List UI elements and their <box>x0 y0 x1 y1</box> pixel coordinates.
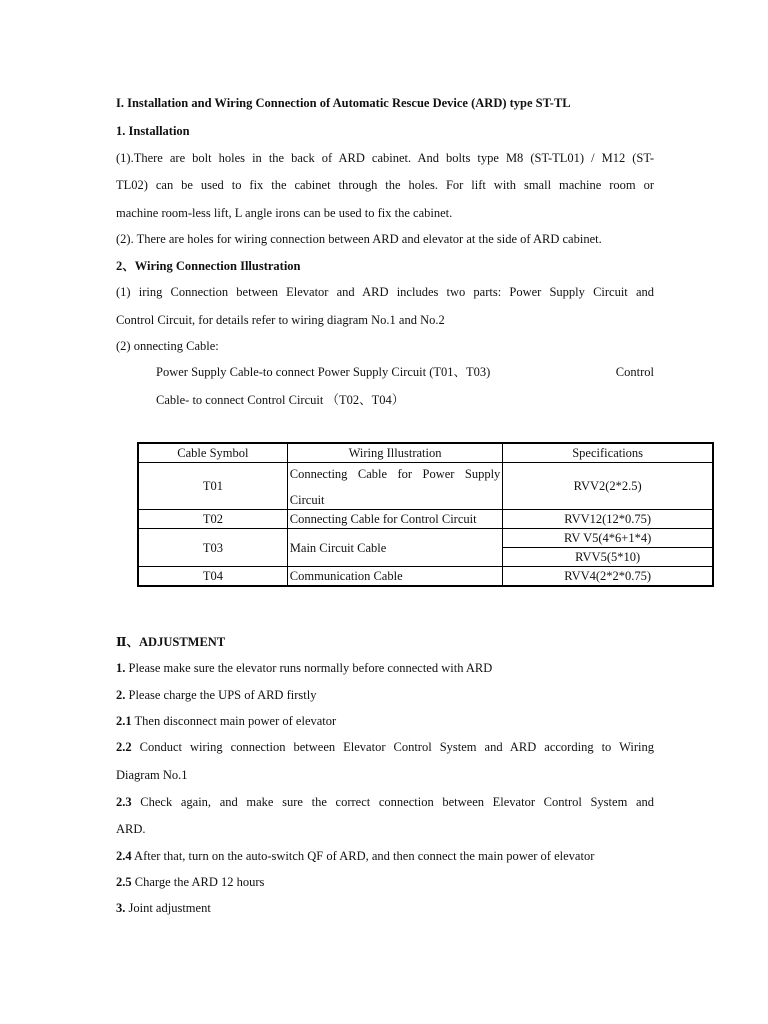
header-specifications: Specifications <box>503 443 713 463</box>
cable-table <box>137 442 714 587</box>
adjustment-step <box>116 660 654 676</box>
table-row <box>138 463 713 510</box>
adjustment-step <box>116 794 654 810</box>
cell-illustration <box>287 463 503 510</box>
paragraph-line: Cable- to connect Control Circuit （T02、T04） <box>156 393 405 407</box>
step-text: Then disconnect main power of elevator <box>131 714 337 728</box>
cell-spec: RV V5(4*6+1*4) <box>503 529 713 548</box>
step-text: Charge the ARD 12 hours <box>131 875 265 889</box>
step-text: Check again, and make sure the correct connection between Elevator Control System and <box>131 795 654 809</box>
cell-spec: RVV4(2*2*0.75) <box>503 567 713 587</box>
paragraph-line: (2). There are holes for wiring connection between ARD and elevator at the side of ARD cabinet. <box>116 232 602 246</box>
cell-symbol: T01 <box>138 463 287 510</box>
paragraph-line: machine room-less lift, L angle irons can be used to fix the cabinet. <box>116 206 453 220</box>
cell-illustration: Communication Cable <box>287 567 503 587</box>
step-number: 3. <box>116 901 126 915</box>
adjustment-step-cont: ARD. <box>116 822 146 836</box>
cell-spec: RVV5(5*10) <box>503 548 713 567</box>
power-cable-text: Power Supply Cable-to connect Power Supply Circuit (T01、T03) <box>156 365 491 379</box>
table-row <box>138 529 713 548</box>
step-number: 2.2 <box>116 740 132 754</box>
cell-spec: RVV2(2*2.5) <box>503 463 713 510</box>
control-word: Control <box>615 365 654 379</box>
adjustment-step <box>116 687 654 703</box>
step-text: Please charge the UPS of ARD firstly <box>125 688 317 702</box>
table-header-row <box>138 443 713 463</box>
step-number: 2.3 <box>116 795 132 809</box>
table-row <box>138 510 713 529</box>
table-row <box>138 567 713 587</box>
header-wiring-illustration: Wiring Illustration <box>287 443 503 463</box>
step-text: Joint adjustment <box>125 901 211 915</box>
step-number: 1. <box>116 661 126 675</box>
paragraph-line: (1).There are bolt holes in the back of ARD cabinet. And bolts type M8 (ST-TL01) / M12 (ST- <box>116 151 654 165</box>
cell-symbol: T03 <box>138 529 287 567</box>
cell-illustration-line: Connecting Cable for Power Supply <box>289 467 501 481</box>
step-number: 2.5 <box>116 875 132 889</box>
adjustment-step <box>116 900 654 916</box>
paragraph-line <box>156 364 654 380</box>
paragraph-line: (2) onnecting Cable: <box>116 339 219 353</box>
step-text: Please make sure the elevator runs normally before connected with ARD <box>125 661 493 675</box>
adjustment-step <box>116 874 654 890</box>
adjustment-step <box>116 848 654 864</box>
adjustment-step-cont: Diagram No.1 <box>116 768 188 782</box>
cell-illustration: Main Circuit Cable <box>287 529 503 567</box>
adjustment-title: Ⅱ、ADJUSTMENT <box>116 635 226 649</box>
cell-symbol: T02 <box>138 510 287 529</box>
paragraph-line: TL02) can be used to fix the cabinet through the holes. For lift with small machine room or <box>116 178 654 192</box>
cell-symbol: T04 <box>138 567 287 587</box>
header-cable-symbol: Cable Symbol <box>138 443 287 463</box>
step-number: 2.4 <box>116 849 132 863</box>
adjustment-step <box>116 739 654 755</box>
cell-illustration: Connecting Cable for Control Circuit <box>287 510 503 529</box>
adjustment-step <box>116 713 654 729</box>
step-text: Conduct wiring connection between Elevator Control System and ARD according to Wiring <box>131 740 654 754</box>
paragraph-line: Control Circuit, for details refer to wiring diagram No.1 and No.2 <box>116 313 445 327</box>
main-heading: I. Installation and Wiring Connection of Automatic Rescue Device (ARD) type ST-TL <box>116 96 571 110</box>
cell-illustration-line: Circuit <box>289 493 325 507</box>
step-number: 2.1 <box>116 714 132 728</box>
section-installation-title: 1. Installation <box>116 124 190 138</box>
section-wiring-title: 2、Wiring Connection Illustration <box>116 259 301 273</box>
paragraph-line: (1) iring Connection between Elevator and ARD includes two parts: Power Supply Circuit and <box>116 285 654 299</box>
cell-spec: RVV12(12*0.75) <box>503 510 713 529</box>
step-number: 2. <box>116 688 126 702</box>
step-text: After that, turn on the auto-switch QF of ARD, and then connect the main power of elevator <box>131 849 595 863</box>
